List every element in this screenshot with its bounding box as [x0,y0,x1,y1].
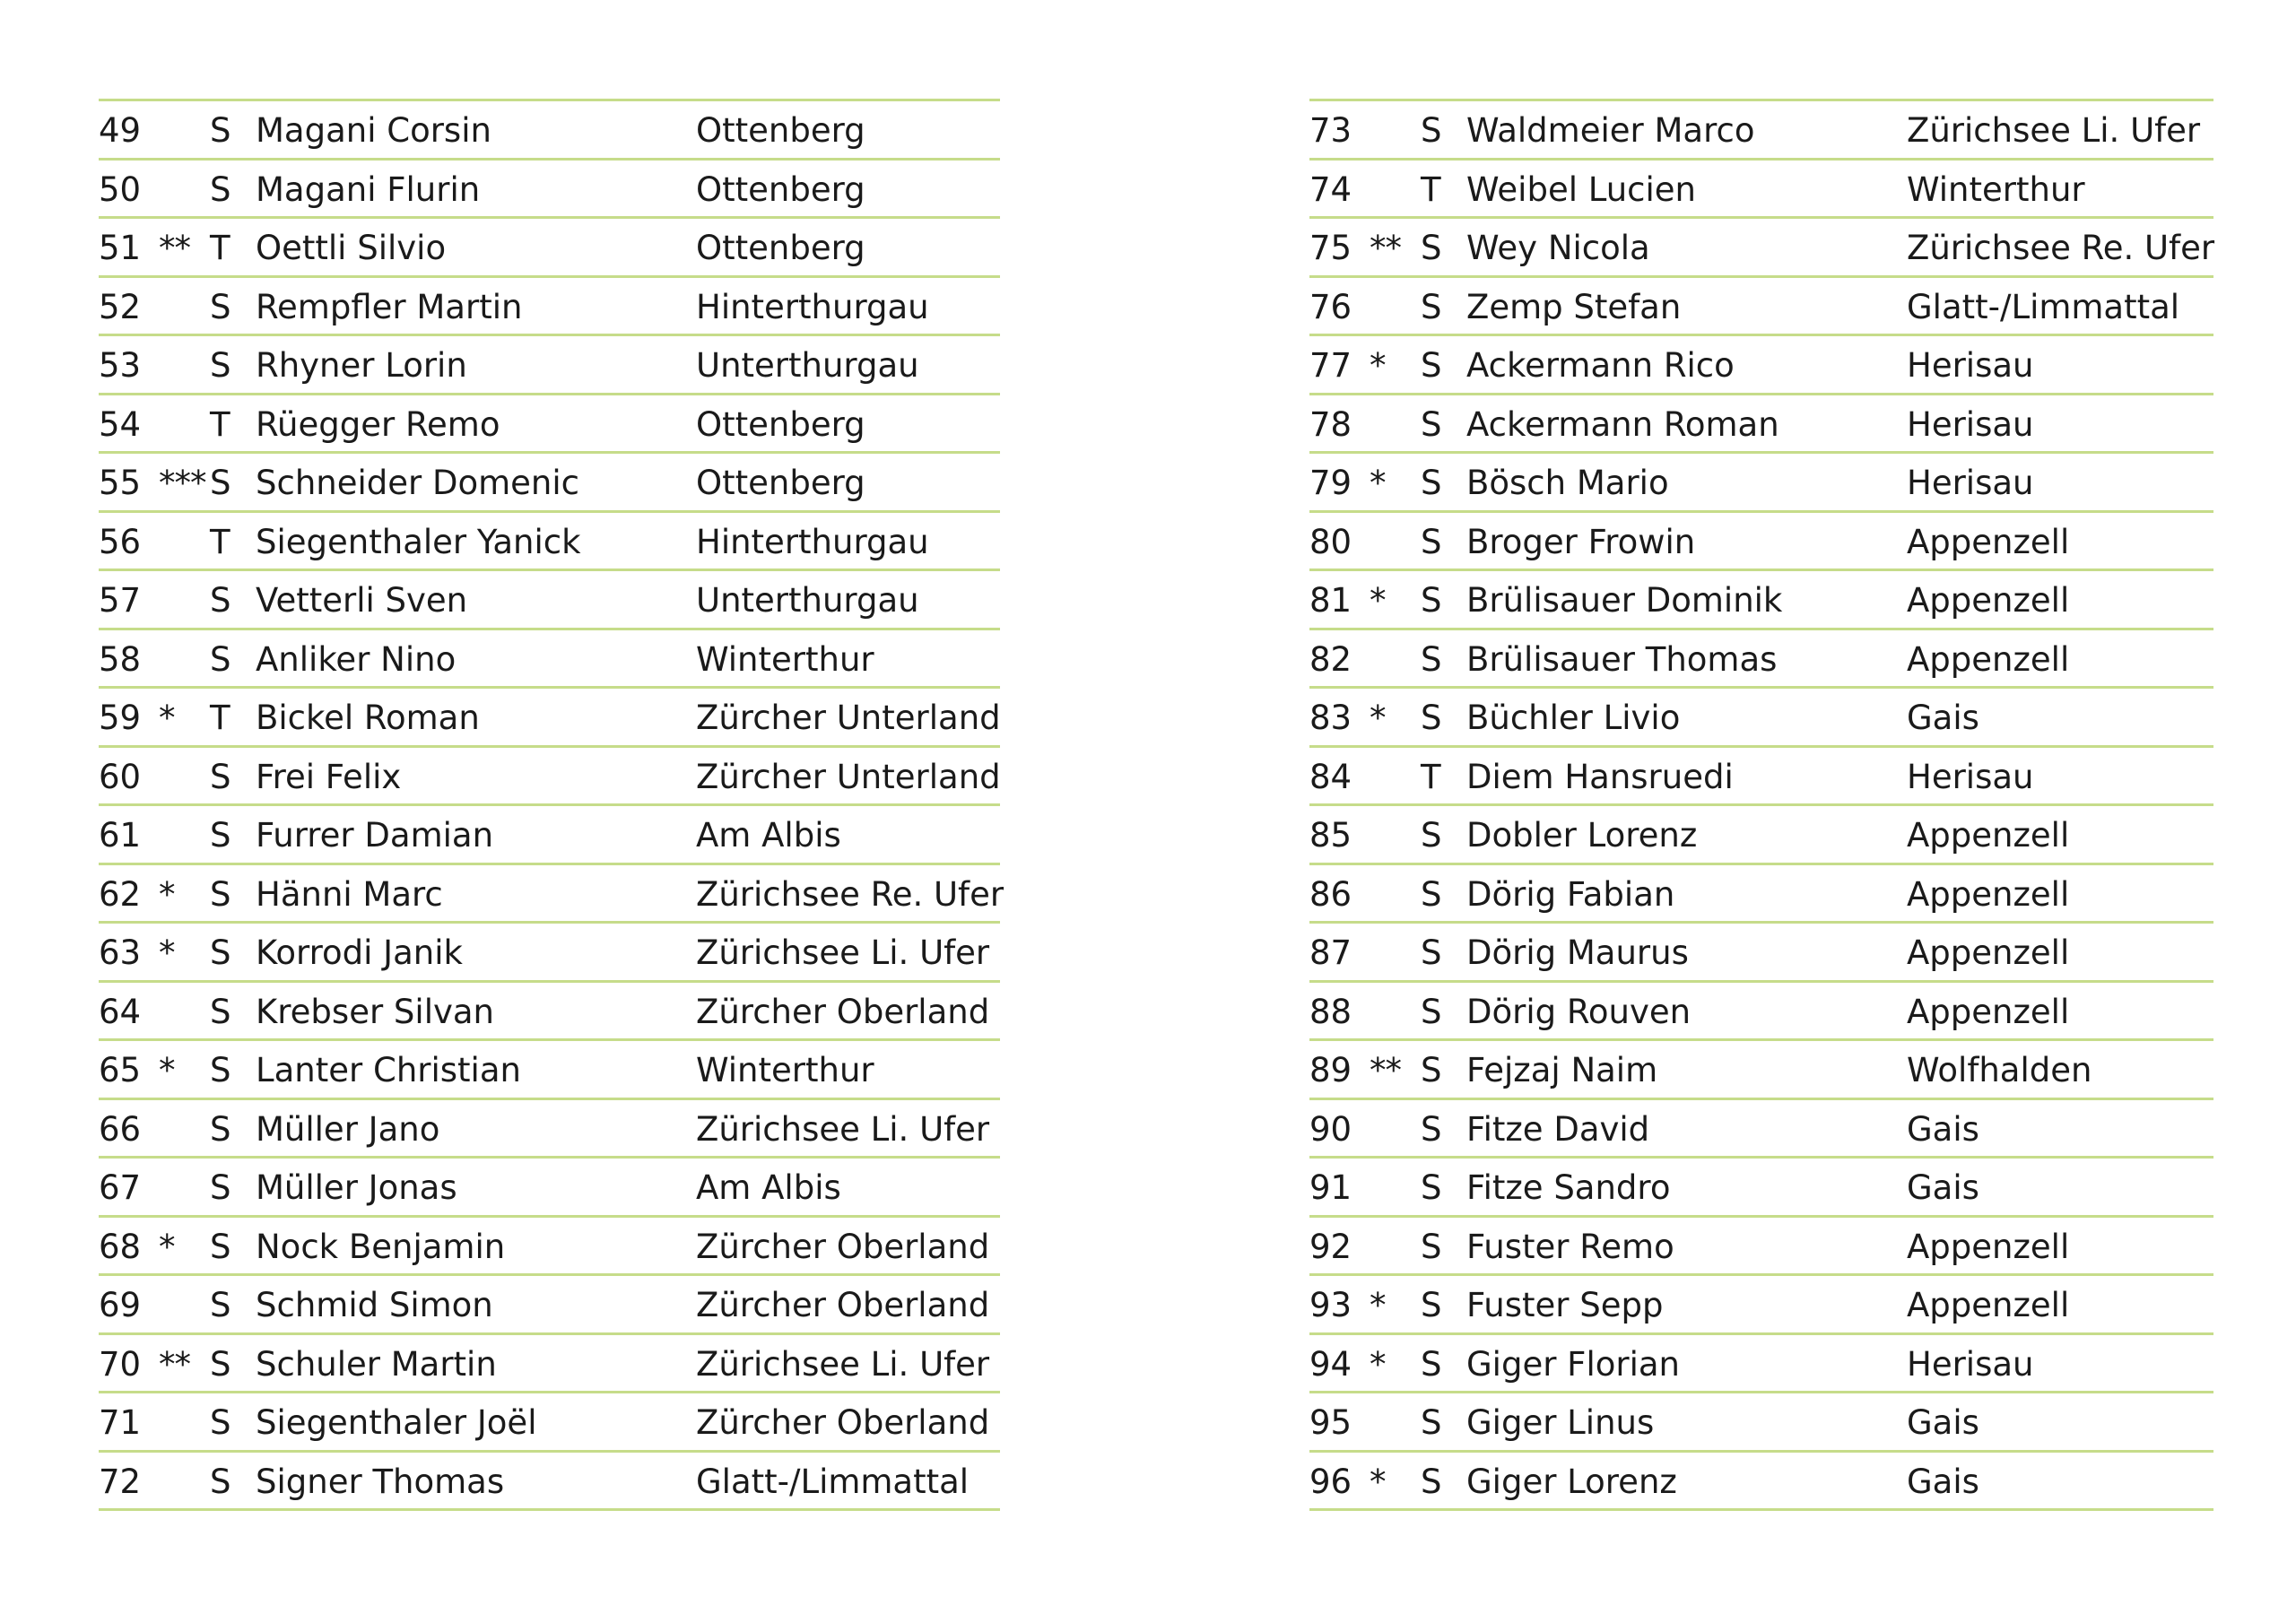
club-name: Zürichsee Li. Ufer [696,1344,990,1384]
club-name: Appenzell [1907,639,2070,679]
start-number: 50 [99,169,142,209]
start-number: 62 [99,874,142,914]
start-number: 52 [99,287,142,326]
participant-row [1309,924,2213,983]
participant-row [1309,278,2213,337]
category-code: T [210,699,230,737]
club-name: Gais [1907,1403,1979,1442]
club-name: Zürcher Oberland [696,992,990,1031]
start-number: 82 [1309,639,1352,679]
club-name: Am Albis [696,1168,841,1207]
category-code: S [210,1168,231,1207]
category-code: S [1421,1168,1442,1207]
club-name: Appenzell [1907,933,2070,972]
club-name: Appenzell [1907,1227,2070,1266]
start-number: 54 [99,404,142,444]
category-code: S [1421,639,1442,679]
rating-stars: *** [159,464,206,502]
rating-stars: * [1370,1344,1386,1384]
category-code: S [1421,464,1442,502]
start-number: 91 [1309,1168,1352,1207]
participant-name: Signer Thomas [256,1462,505,1501]
start-number: 67 [99,1168,142,1207]
participant-name: Zemp Stefan [1466,287,1682,326]
participant-name: Hänni Marc [256,874,443,914]
club-name: Zürichsee Li. Ufer [1907,111,2201,150]
start-number: 64 [99,992,142,1031]
participant-row [99,1100,1000,1159]
participant-name: Siegenthaler Yanick [256,522,581,561]
participant-row [1309,865,2213,924]
participant-row [99,571,1000,630]
participant-row [99,924,1000,983]
category-code: S [1421,1286,1442,1324]
start-number: 78 [1309,404,1352,444]
club-name: Unterthurgau [696,581,919,620]
club-name: Winterthur [696,1051,874,1089]
participant-row [1309,454,2213,513]
participant-name: Fitze Sandro [1466,1168,1671,1207]
participant-name: Siegenthaler Joël [256,1403,537,1442]
participant-name: Vetterli Sven [256,581,468,620]
start-number: 57 [99,581,142,620]
participant-row [99,630,1000,690]
club-name: Zürichsee Li. Ufer [696,933,990,972]
club-name: Ottenberg [696,404,865,444]
rating-stars: * [159,1227,175,1266]
club-name: Appenzell [1907,816,2070,855]
participant-name: Rüegger Remo [256,404,500,444]
participant-name: Ackermann Rico [1466,346,1735,385]
participant-row [99,1335,1000,1394]
category-code: S [1421,581,1442,620]
participant-row [99,689,1000,748]
participant-row [99,1393,1000,1453]
rating-stars: * [1370,346,1386,385]
participant-name: Magani Corsin [256,111,491,150]
participant-name: Giger Lorenz [1466,1462,1677,1501]
category-code: S [1421,522,1442,561]
category-code: T [1421,169,1441,209]
club-name: Appenzell [1907,522,2070,561]
rating-stars: * [1370,1286,1386,1324]
start-number: 92 [1309,1227,1352,1266]
start-number: 76 [1309,287,1352,326]
participant-name: Fejzaj Naim [1466,1051,1658,1089]
participant-row [1309,513,2213,572]
club-name: Zürcher Unterland [696,757,1001,796]
start-number: 72 [99,1462,142,1501]
start-number: 75 [1309,229,1352,267]
participant-name: Anliker Nino [256,639,457,679]
participant-row [99,748,1000,807]
category-code: S [210,287,231,326]
rating-stars: * [1370,464,1386,502]
start-number: 96 [1309,1462,1352,1501]
club-name: Gais [1907,1462,1979,1501]
left-participant-list [99,99,1004,1511]
category-code: T [210,404,230,444]
participant-row [1309,1159,2213,1218]
participant-row [1309,571,2213,630]
start-number: 80 [1309,522,1352,561]
start-number: 70 [99,1344,142,1384]
category-code: S [1421,816,1442,855]
start-number: 71 [99,1403,142,1442]
club-name: Appenzell [1907,581,2070,620]
category-code: S [210,874,231,914]
club-name: Ottenberg [696,111,865,150]
participant-name: Brülisauer Dominik [1466,581,1783,620]
participant-row [1309,101,2213,161]
category-code: S [1421,1462,1442,1501]
participant-row [99,513,1000,572]
participant-name: Schmid Simon [256,1286,493,1324]
start-number: 65 [99,1051,142,1089]
participant-name: Frei Felix [256,757,402,796]
left-rows [99,101,1004,1511]
start-number: 49 [99,111,142,150]
start-number: 73 [1309,111,1352,150]
participant-name: Dörig Rouven [1466,992,1692,1031]
participant-name: Furrer Damian [256,816,494,855]
category-code: S [210,639,231,679]
start-number: 74 [1309,169,1352,209]
start-number: 55 [99,464,142,502]
participant-row [1309,1393,2213,1453]
category-code: T [1421,757,1441,796]
start-number: 51 [99,229,142,267]
club-name: Hinterthurgau [696,287,929,326]
category-code: S [210,1403,231,1442]
participant-name: Bickel Roman [256,699,480,737]
category-code: S [210,1227,231,1266]
category-code: S [210,992,231,1031]
category-code: T [210,522,230,561]
right-participant-list [1309,99,2213,1511]
participant-row [1309,1041,2213,1100]
participant-row [1309,689,2213,748]
participant-name: Wey Nicola [1466,229,1650,267]
category-code: S [210,1051,231,1089]
category-code: S [210,464,231,502]
category-code: S [210,346,231,385]
participant-name: Müller Jano [256,1109,440,1149]
start-number: 86 [1309,874,1352,914]
participant-row [99,1453,1000,1512]
club-name: Appenzell [1907,1286,2070,1324]
participant-name: Broger Frowin [1466,522,1696,561]
category-code: S [1421,874,1442,914]
rating-stars: * [1370,581,1386,620]
club-name: Gais [1907,699,1979,737]
rating-stars: ** [1370,1051,1401,1089]
participant-row [99,1276,1000,1335]
category-code: S [1421,287,1442,326]
club-name: Wolfhalden [1907,1051,2092,1089]
start-number: 59 [99,699,142,737]
category-code: S [1421,1051,1442,1089]
category-code: S [1421,933,1442,972]
rating-stars: * [159,874,175,914]
participant-row [1309,1100,2213,1159]
participant-name: Diem Hansruedi [1466,757,1734,796]
rating-stars: ** [159,229,190,267]
participant-row [99,101,1000,161]
participant-name: Rhyner Lorin [256,346,467,385]
club-name: Ottenberg [696,229,865,267]
club-name: Am Albis [696,816,841,855]
start-number: 61 [99,816,142,855]
start-number: 53 [99,346,142,385]
participant-row [99,278,1000,337]
rating-stars: ** [1370,229,1401,267]
category-code: S [1421,404,1442,444]
participant-name: Dobler Lorenz [1466,816,1698,855]
participant-name: Bösch Mario [1466,464,1669,502]
club-name: Zürcher Unterland [696,699,1001,737]
participant-name: Nock Benjamin [256,1227,506,1266]
participant-name: Dörig Fabian [1466,874,1675,914]
participant-name: Schneider Domenic [256,464,580,502]
participant-name: Fuster Remo [1466,1227,1674,1266]
club-name: Winterthur [696,639,874,679]
start-number: 58 [99,639,142,679]
participant-row [1309,630,2213,690]
participant-name: Büchler Livio [1466,699,1681,737]
category-code: S [210,933,231,972]
start-number: 69 [99,1286,142,1324]
participant-name: Weibel Lucien [1466,169,1697,209]
club-name: Zürichsee Re. Ufer [1907,229,2215,267]
club-name: Zürcher Oberland [696,1227,990,1266]
participant-row [1309,336,2213,395]
rating-stars: * [159,933,175,972]
category-code: T [210,229,230,267]
club-name: Zürcher Oberland [696,1286,990,1324]
participant-name: Ackermann Roman [1466,404,1779,444]
start-number: 83 [1309,699,1352,737]
start-number: 89 [1309,1051,1352,1089]
participant-row [99,1041,1000,1100]
participant-row [99,1218,1000,1277]
participant-row [99,395,1000,455]
participant-name: Oettli Silvio [256,229,447,267]
category-code: S [210,1344,231,1384]
participant-name: Dörig Maurus [1466,933,1689,972]
participant-row [99,161,1000,220]
category-code: S [1421,992,1442,1031]
club-name: Zürichsee Li. Ufer [696,1109,990,1149]
participant-row [99,806,1000,865]
participant-name: Müller Jonas [256,1168,457,1207]
participant-name: Waldmeier Marco [1466,111,1755,150]
club-name: Gais [1907,1168,1979,1207]
rating-stars: * [159,699,175,737]
club-name: Unterthurgau [696,346,919,385]
club-name: Herisau [1907,464,2034,502]
participant-row [99,1159,1000,1218]
club-name: Glatt-/Limmattal [696,1462,970,1501]
start-number: 60 [99,757,142,796]
participant-row [99,219,1000,278]
participant-name: Magani Flurin [256,169,481,209]
start-number: 88 [1309,992,1352,1031]
rating-stars: * [1370,699,1386,737]
start-number: 84 [1309,757,1352,796]
category-code: S [210,757,231,796]
start-number: 68 [99,1227,142,1266]
participant-name: Krebser Silvan [256,992,494,1031]
participant-row [99,983,1000,1042]
category-code: S [210,169,231,209]
club-name: Herisau [1907,1344,2034,1384]
club-name: Appenzell [1907,874,2070,914]
category-code: S [1421,1344,1442,1384]
category-code: S [210,111,231,150]
category-code: S [210,816,231,855]
start-number: 63 [99,933,142,972]
category-code: S [210,581,231,620]
participant-row [1309,161,2213,220]
club-name: Gais [1907,1109,1979,1149]
start-number: 85 [1309,816,1352,855]
club-name: Winterthur [1907,169,2085,209]
start-number: 95 [1309,1403,1352,1442]
club-name: Hinterthurgau [696,522,929,561]
participant-row [1309,1218,2213,1277]
category-code: S [1421,1109,1442,1149]
participant-row [1309,1335,2213,1394]
participant-name: Korrodi Janik [256,933,463,972]
rating-stars: * [159,1051,175,1089]
category-code: S [1421,229,1442,267]
participant-name: Schuler Martin [256,1344,497,1384]
club-name: Herisau [1907,346,2034,385]
start-number: 81 [1309,581,1352,620]
club-name: Appenzell [1907,992,2070,1031]
club-name: Ottenberg [696,464,865,502]
rating-stars: ** [159,1344,190,1384]
participant-row [1309,748,2213,807]
club-name: Herisau [1907,404,2034,444]
participant-row [1309,1453,2213,1512]
category-code: S [210,1462,231,1501]
start-number: 90 [1309,1109,1352,1149]
start-number: 66 [99,1109,142,1149]
participant-row [1309,983,2213,1042]
category-code: S [1421,111,1442,150]
participant-row [99,454,1000,513]
participant-name: Rempfler Martin [256,287,523,326]
club-name: Herisau [1907,757,2034,796]
participant-name: Giger Florian [1466,1344,1680,1384]
participant-row [1309,219,2213,278]
participant-name: Fitze David [1466,1109,1650,1149]
category-code: S [1421,346,1442,385]
club-name: Zürichsee Re. Ufer [696,874,1004,914]
start-number: 79 [1309,464,1352,502]
start-number: 56 [99,522,142,561]
start-number: 77 [1309,346,1352,385]
club-name: Zürcher Oberland [696,1403,990,1442]
club-name: Glatt-/Limmattal [1907,287,2180,326]
category-code: S [1421,1227,1442,1266]
right-rows [1309,101,2213,1511]
club-name: Ottenberg [696,169,865,209]
participant-row [99,865,1004,924]
participant-name: Giger Linus [1466,1403,1655,1442]
participant-row [1309,395,2213,455]
start-number: 94 [1309,1344,1352,1384]
start-number: 93 [1309,1286,1352,1324]
participant-name: Fuster Sepp [1466,1286,1664,1324]
category-code: S [210,1109,231,1149]
category-code: S [1421,1403,1442,1442]
category-code: S [1421,699,1442,737]
participant-row [1309,1276,2213,1335]
participant-name: Lanter Christian [256,1051,521,1089]
rating-stars: * [1370,1462,1386,1501]
participant-row [1309,806,2213,865]
participant-row [99,336,1000,395]
start-number: 87 [1309,933,1352,972]
participant-name: Brülisauer Thomas [1466,639,1778,679]
category-code: S [210,1286,231,1324]
